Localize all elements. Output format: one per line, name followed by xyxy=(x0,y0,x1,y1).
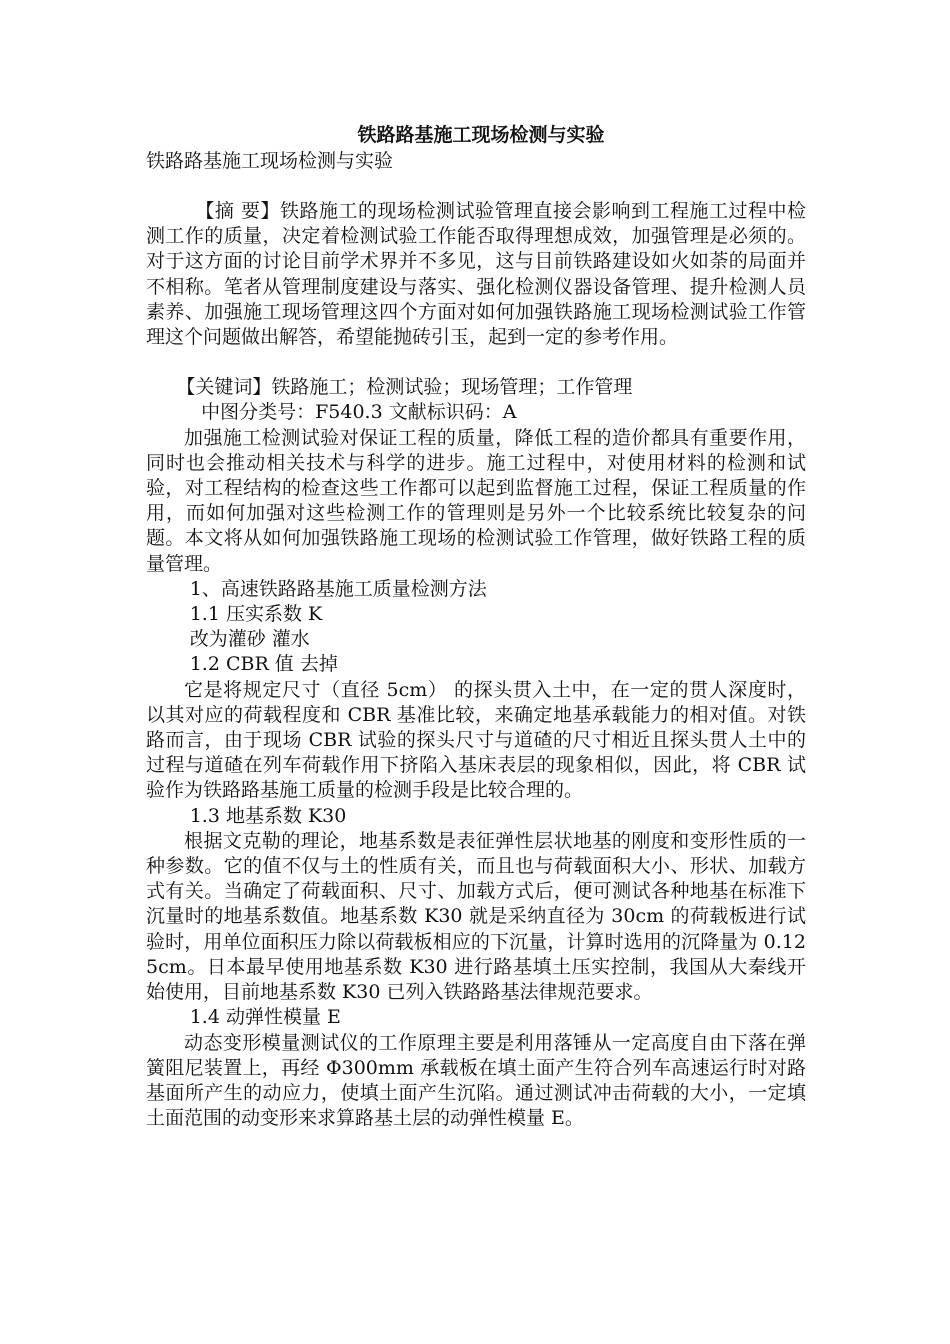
subsection-heading-1-1: 1.1 压实系数 K xyxy=(189,603,323,626)
subsection-body-1-2: 它是将规定尺寸（直径 5cm） 的探头贯入土中，在一定的贯人深度时，以其对应的荷载程度和 CBR 基准比较，来确定地基承载能力的相对值。对铁路而言，由于现场 CBR 试验的探头尺寸与道碴的尺寸相近且探头贯人土中的过程与道碴在列车荷载作用下挤陷入基床表层的现象相似，因此，将 CBR 试验作为铁路路基施工质量的检测手段是比较合理的。 xyxy=(146,678,806,802)
abstract-paragraph: 【摘 要】铁路施工的现场检测试验管理直接会影响到工程施工过程中检测工作的质量，决定着检测试验工作能否取得理想成效，加强管理是必须的。对于这方面的讨论目前学术界并不多见，这与目前铁路建设如火如荼的局面并不相称。笔者从管理制度建设与落实、强化检测仪器设备管理、提升检测人员素养、加强施工现场管理这四个方面对如何加强铁路施工现场检测试验工作管理这个问题做出解答，希望能抛砖引玉，起到一定的参考作用。 xyxy=(146,200,806,349)
intro-paragraph: 加强施工检测试验对保证工程的质量，降低工程的造价都具有重要作用，同时也会推动相关技术与科学的进步。施工过程中，对使用材料的检测和试验，对工程结构的检查这些工作都可以起到监督施工过程，保证工程质量的作用，而如何加强对这些检测工作的管理则是另外一个比较系统比较复杂的问题。本文将从如何加强铁路施工现场的检测试验工作管理，做好铁路工程的质量管理。 xyxy=(146,426,806,575)
section-heading-1: 1、高速铁路路基施工质量检测方法 xyxy=(189,577,487,600)
subsection-heading-1-4: 1.4 动弹性模量 E xyxy=(189,1006,341,1029)
document-page xyxy=(146,122,806,1131)
document-title: 铁路路基施工现场检测与实验 xyxy=(357,124,605,146)
subsection-body-1-3: 根据文克勒的理论，地基系数是表征弹性层状地基的刚度和变形性质的一种参数。它的值不仅与土的性质有关，而且也与荷载面积大小、形状、加载方式有关。当确定了荷载面积、尺寸、加载方式后，便可测试各种地基在标准下沉量时的地基系数值。地基系数 K30 就是采纳直径为 30cm 的荷载板进行试验时，用单位面积压力除以荷载板相应的下沉量，计算时选用的沉降量为 0.125cm。日本最早使用地基系数 K30 进行路基填土压实控制，我国从大秦线开始使用，目前地基系数 K30 已列入铁路路基法律规范要求。 xyxy=(146,829,806,1004)
subsection-note-1-1: 改为灌砂 灌水 xyxy=(189,628,310,651)
subsection-heading-1-3: 1.3 地基系数 K30 xyxy=(189,804,347,827)
keywords-line: 【关键词】铁路施工；检测试验；现场管理；工作管理 xyxy=(176,376,633,399)
spacer xyxy=(146,350,806,375)
subsection-heading-1-2: 1.2 CBR 值 去掉 xyxy=(189,653,338,676)
subsection-body-1-4: 动态变形模量测试仪的工作原理主要是利用落锤从一定高度自由下落在弹簧阻尼装置上，再经 Φ300mm 承载板在填土面产生符合列车高速运行时对路基面所产生的动应力，使填土面产生沉陷。通过测试冲击荷载的大小，一定填土面范围的动变形来求算路基土层的动弹性模量 E。 xyxy=(146,1031,806,1130)
document-subtitle: 铁路路基施工现场检测与实验 xyxy=(146,150,394,172)
spacer xyxy=(146,174,806,199)
classification-line: 中图分类号：F540.3 文献标识码：A xyxy=(201,401,517,424)
